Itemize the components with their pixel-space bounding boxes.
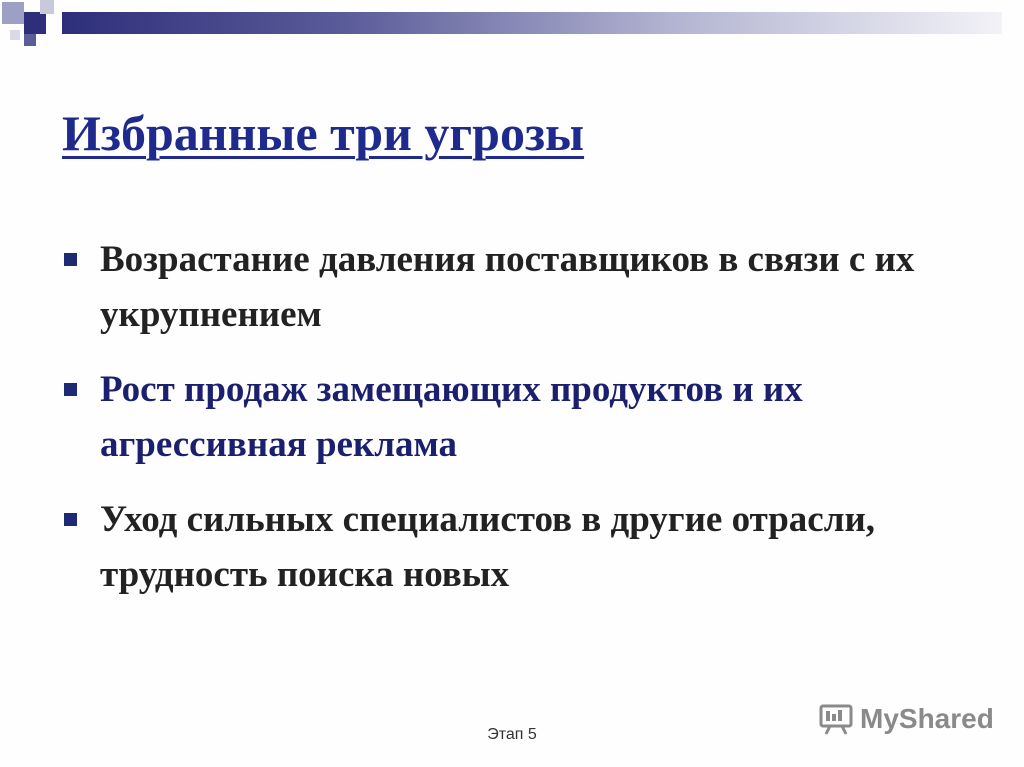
decor-square (10, 30, 20, 40)
decor-square (24, 12, 46, 34)
header-gradient-bar (62, 12, 1002, 34)
bullet-list (62, 232, 962, 622)
bullet-marker-icon (64, 383, 77, 396)
decor-square (24, 34, 36, 46)
decor-square (40, 0, 54, 14)
watermark-text: MyShared (860, 703, 994, 734)
bullet-item (62, 492, 962, 602)
bullet-marker-icon (64, 513, 77, 526)
presentation-board-icon (818, 701, 854, 737)
bullet-text: Уход сильных специалистов в другие отрасли, трудность поиска новых (100, 499, 876, 595)
bullet-marker-icon (64, 253, 77, 266)
bullet-text: Возрастание давления поставщиков в связи с их укрупнением (100, 239, 915, 335)
bullet-item (62, 362, 962, 472)
slide-footer: Этап 5 (487, 726, 537, 743)
decor-square (2, 2, 24, 24)
watermark-logo (818, 699, 994, 739)
bullet-text: Рост продаж замещающих продуктов и их агрессивная реклама (100, 369, 803, 465)
slide-title: Избранные три угрозы (62, 105, 585, 161)
bullet-item (62, 232, 962, 342)
